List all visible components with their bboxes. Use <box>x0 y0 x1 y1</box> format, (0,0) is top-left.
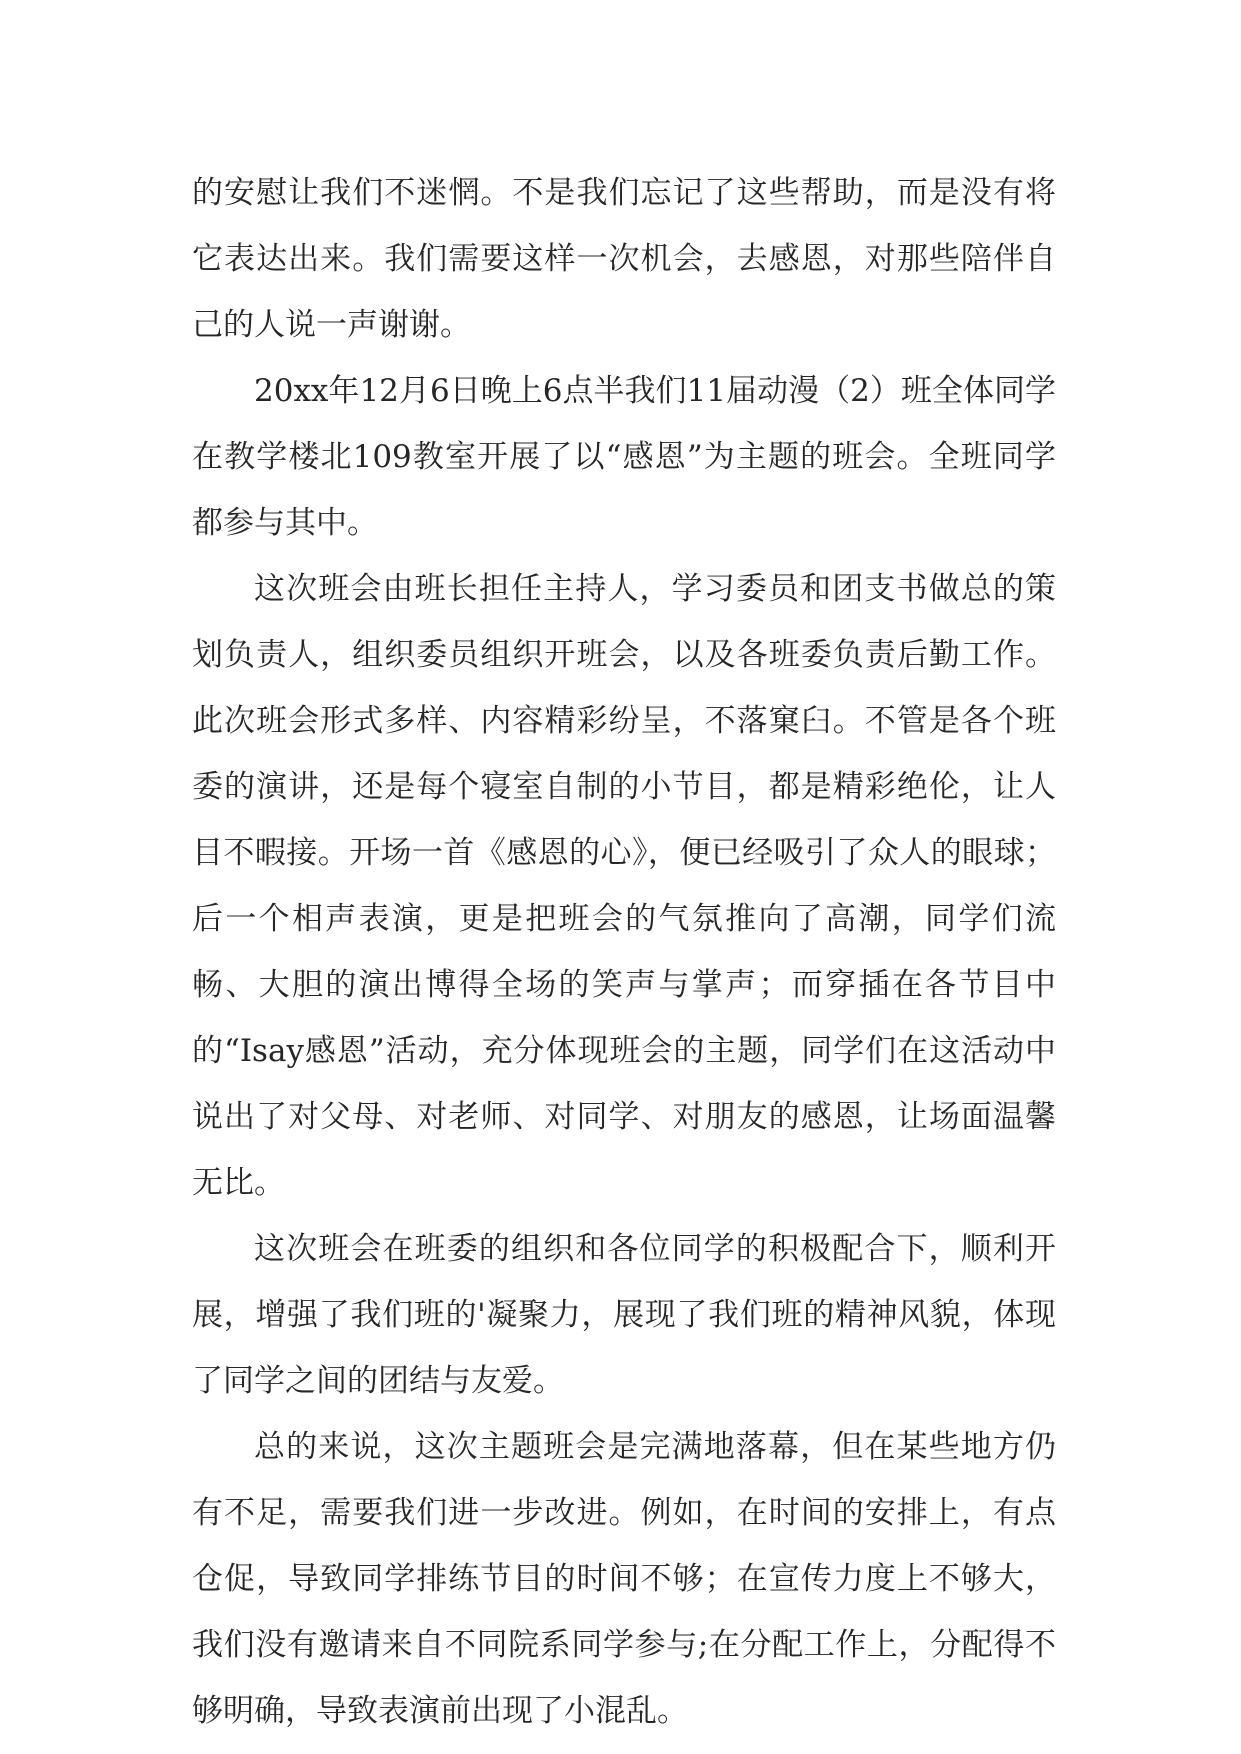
paragraph-continuation: 的安慰让我们不迷惘。不是我们忘记了这些帮助，而是没有将它表达出来。我们需要这样一次机会，去感恩，对那些陪伴自己的人说一声谢谢。 <box>192 175 1056 343</box>
paragraph-meeting-details: 这次班会由班长担任主持人，学习委员和团支书做总的策划负责人，组织委员组织开班会，以及各班委负责后勤工作。此次班会形式多样、内容精彩纷呈，不落窠臼。不管是各个班委的演讲，还是每个寝室自制的小节目，都是精彩绝伦，让人目不暇接。开场一首《感恩的心》，便已经吸引了众人的眼球；后一个相声表演，更是把班会的气氛推向了高潮，同学们流畅、大胆的演出博得全场的笑声与掌声；而穿插在各节目中的“Isay感恩”活动，充分体现班会的主题，同学们在这活动中说出了对父母、对老师、对同学、对朋友的感恩，让场面温馨无比。 <box>192 571 1056 1201</box>
paragraph-meeting-outcome: 这次班会在班委的组织和各位同学的积极配合下，顺利开展，增强了我们班的'凝聚力，展现了我们班的精神风貌，体现了同学之间的团结与友爱。 <box>192 1231 1056 1399</box>
paragraph-summary: 总的来说，这次主题班会是完满地落幕，但在某些地方仍有不足，需要我们进一步改进。例如，在时间的安排上，有点仓促，导致同学排练节目的时间不够；在宣传力度上不够大，我们没有邀请来自不同院系同学参与;在分配工作上，分配得不够明确，导致表演前出现了小混乱。 <box>192 1429 1056 1729</box>
paragraph-event-intro: 20xx年12月6日晚上6点半我们11届动漫（2）班全体同学在教学楼北109教室开展了以“感恩”为主题的班会。全班同学都参与其中。 <box>192 373 1056 541</box>
document-body <box>192 160 1056 1744</box>
